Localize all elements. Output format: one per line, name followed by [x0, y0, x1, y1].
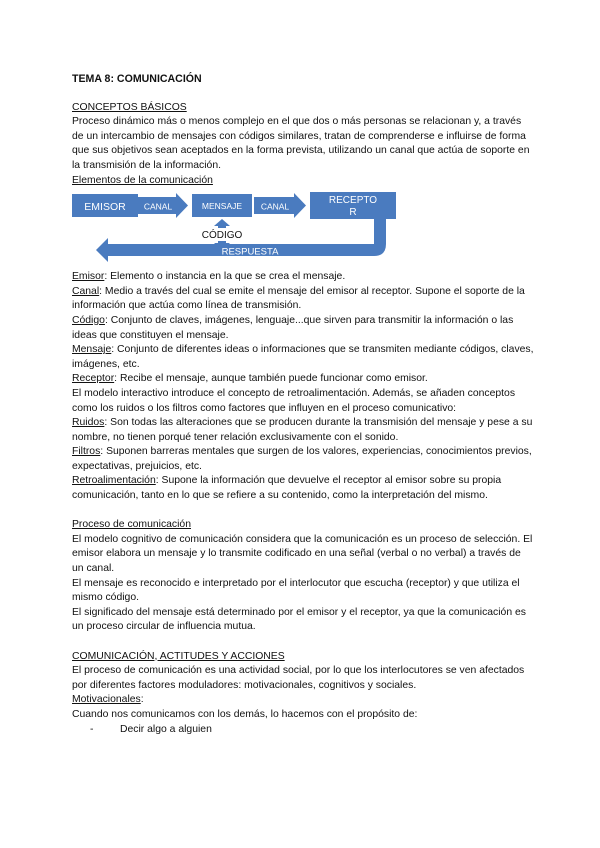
list-item: - Decir algo a alguien — [90, 723, 212, 735]
codigo-label: CÓDIGO — [201, 230, 243, 242]
term-ruidos: Ruidos: Son todas las alteraciones que se producen durante la transmisión del mensaje y pese a su nombre, no tienen porqué tener relación exclusivamente con el sonido. — [72, 417, 533, 443]
receptor-label-line1: RECEPTO — [328, 195, 378, 207]
term-retroalimentacion: Retroalimentación: Supone la información que devuelve el receptor al emisor sobre su propia comunicación, tanto en lo que se refiere a su contenido, como la interpretación del mismo. — [72, 475, 502, 502]
elements-heading: Elementos de la comunicación — [72, 174, 213, 186]
section-heading-actitudes: COMUNICACIÓN, ACTITUDES Y ACCIONES — [72, 650, 285, 662]
section-heading-conceptos: CONCEPTOS BÁSICOS — [72, 101, 187, 113]
definition-paragraph: Proceso dinámico más o menos complejo en el que dos o más personas se relacionan y, a través de un intercambio de mensajes con códigos similares, tratan de comprenderse e influirse de forma que sus objetivos sean aceptados en la forma prevista, utilizando un canal que actúa de soporte en la transmisión de la información. — [72, 116, 530, 171]
term-mensaje: Mensaje: Conjunto de diferentes ideas o informaciones que se transmiten mediante códigos, claves, imágenes, etc. — [72, 344, 534, 370]
terms2-list — [72, 416, 534, 504]
mensaje-label: MENSAJE — [201, 201, 243, 212]
retro-intro-paragraph: El modelo interactivo introduce el concepto de retroalimentación. Además, se añaden conceptos como los ruidos o los filtros como factores que influyen en el proceso comunicativo: — [72, 387, 516, 414]
codigo-arrow-up — [214, 219, 230, 228]
receptor-label-line2: R — [349, 207, 357, 219]
term-codigo: Código: Conjunto de claves, imágenes, lenguaje...que sirven para transmitir la información o las ideas que constituyen el mensaje. — [72, 314, 514, 341]
document-content — [72, 72, 534, 737]
canal2-label: CANAL — [260, 201, 290, 212]
proceso-paragraph-2: El mensaje es reconocido e interpretado por el interlocutor que escucha (receptor) y que utiliza el mismo código. — [72, 577, 520, 604]
term-filtros: Filtros: Suponen barreras mentales que surgen de los valores, experiencias, conocimientos previos, expectativas, prejuicios, etc. — [72, 446, 532, 472]
term-canal: Canal: Medio a través del cual se emite el mensaje del emisor al receptor. Supone el soporte de la información que actúa como línea de transmisión. — [72, 285, 525, 312]
actitudes-paragraph-1: El proceso de comunicación es una actividad social, por lo que los interlocutores se ven afectados por diferentes factores moduladores: motivacionales, cognitivos y sociales. — [72, 665, 525, 691]
emisor-label: EMISOR — [84, 201, 126, 214]
terms-list — [72, 270, 534, 387]
motivacionales-heading: Motivacionales: — [72, 694, 144, 706]
respuesta-label: RESPUESTA — [221, 246, 279, 258]
communication-diagram — [72, 190, 534, 268]
proceso-paragraph-3: El significado del mensaje está determinado por el emisor y el receptor, ya que la comunicación es un proceso circular de influencia mutua. — [72, 606, 526, 633]
term-emisor: Emisor: Elemento o instancia en la que se crea el mensaje. — [72, 271, 346, 283]
section-heading-proceso: Proceso de comunicación — [72, 519, 191, 531]
canal1-label: CANAL — [143, 201, 173, 212]
term-receptor: Receptor: Recibe el mensaje, aunque también puede funcionar como emisor. — [72, 373, 428, 385]
actitudes-paragraph-2: Cuando nos comunicamos con los demás, lo hacemos con el propósito de: — [72, 708, 418, 720]
page-title: TEMA 8: COMUNICACIÓN — [72, 73, 202, 85]
communication-diagram-svg — [68, 190, 538, 268]
proceso-paragraph-1: El modelo cognitivo de comunicación considera que la comunicación es un proceso de selección. El emisor elabora un mensaje y lo transmite codificado en una señal (verbal o no verbal) a través de un canal. — [72, 533, 533, 575]
